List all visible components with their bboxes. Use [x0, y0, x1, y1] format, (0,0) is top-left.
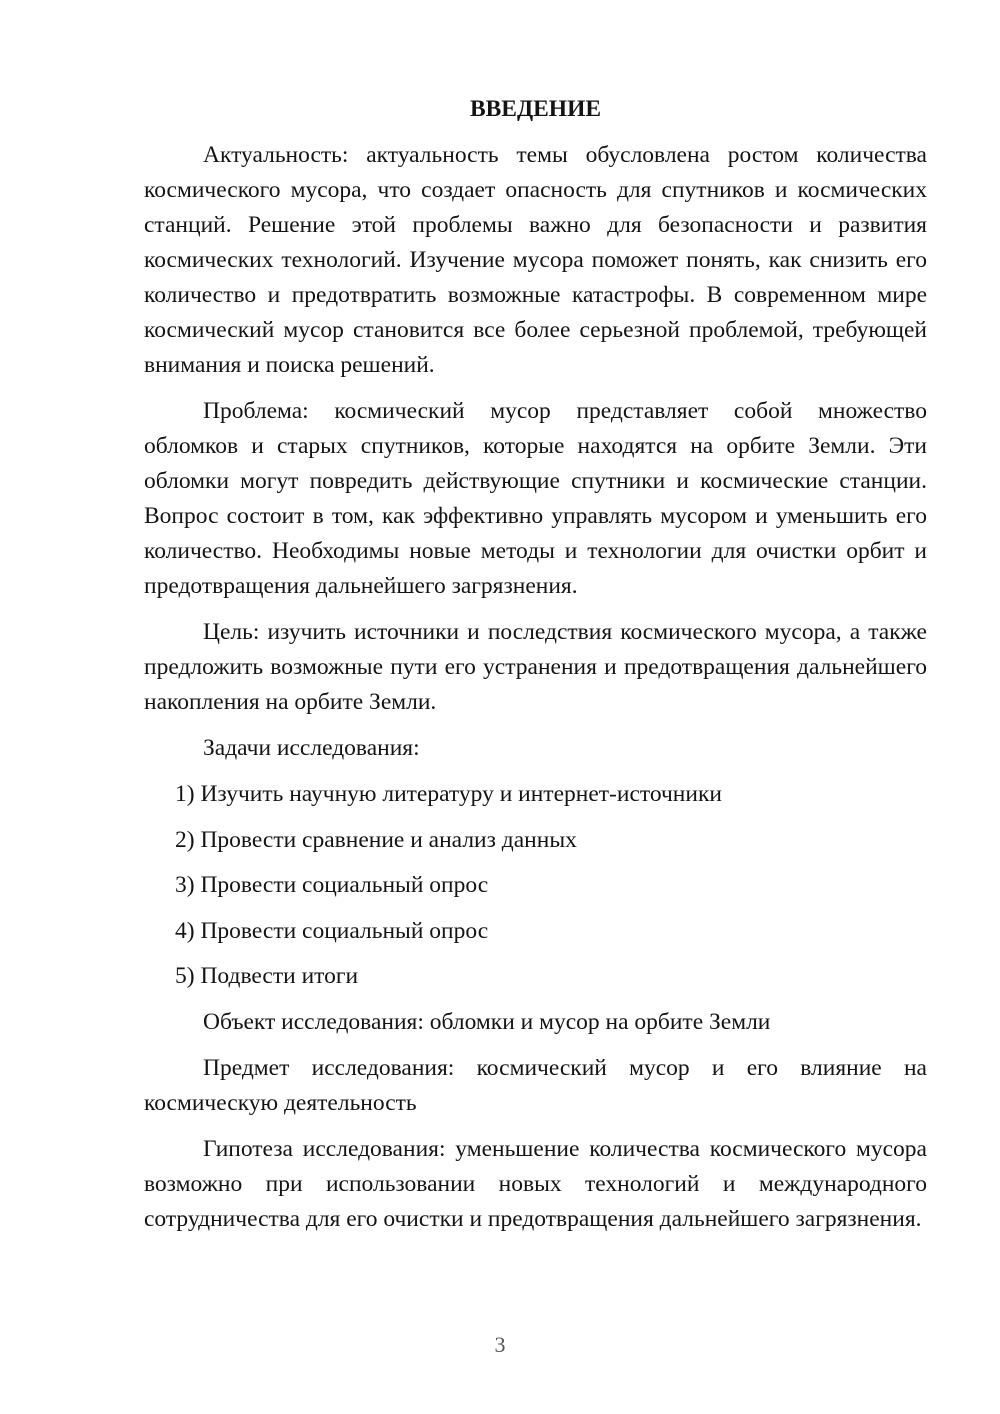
page-number: 3	[494, 1332, 506, 1357]
relevance-paragraph: Актуальность: актуальность темы обусловлена ростом количества космического мусора, что создает опасность для спутников и космических станций. Решение этой проблемы важно для безопасности и развития космических технологий. Изучение мусора поможет понять, как снизить его количество и предотвратить возможные катастрофы. В современном мире космический мусор становится все более серьезной проблемой, требующей внимания и поиска решений.	[144, 142, 927, 378]
subject-paragraph: Предмет исследования: космический мусор и его влияние на космическую деятельность	[144, 1055, 927, 1116]
list-item: 3) Провести социальный опрос	[175, 872, 489, 898]
object-paragraph: Объект исследования: обломки и мусор на орбите Земли	[203, 1009, 771, 1035]
list-item: 4) Провести социальный опрос	[175, 917, 489, 944]
page-content	[144, 92, 927, 1248]
section-heading: ВВЕДЕНИЕ	[469, 96, 602, 122]
problem-paragraph: Проблема: космический мусор представляет собой множество обломков и старых спутников, которые находятся на орбите Земли. Эти обломки могут повредить действующие спутники и космические станции. Вопрос состоит в том, как эффективно управлять мусором и уменьшить его количество. Необходимы новые методы и технологии для очистки орбит и предотвращения дальнейшего загрязнения.	[144, 398, 927, 599]
tasks-list	[144, 777, 927, 994]
goal-paragraph: Цель: изучить источники и последствия космического мусора, а также предложить возможные пути его устранения и предотвращения дальнейшего накопления на орбите Земли.	[144, 619, 927, 715]
list-item: 1) Изучить научную литературу и интернет-источники	[175, 781, 722, 807]
list-item: 2) Провести сравнение и анализ данных	[175, 826, 577, 853]
tasks-heading: Задачи исследования:	[203, 735, 420, 761]
hypothesis-paragraph: Гипотеза исследования: уменьшение количества космического мусора возможно при использовании новых технологий и международного сотрудничества для его очистки и предотвращения дальнейшего загрязнения.	[144, 1136, 927, 1232]
list-item: 5) Подвести итоги	[175, 963, 359, 989]
